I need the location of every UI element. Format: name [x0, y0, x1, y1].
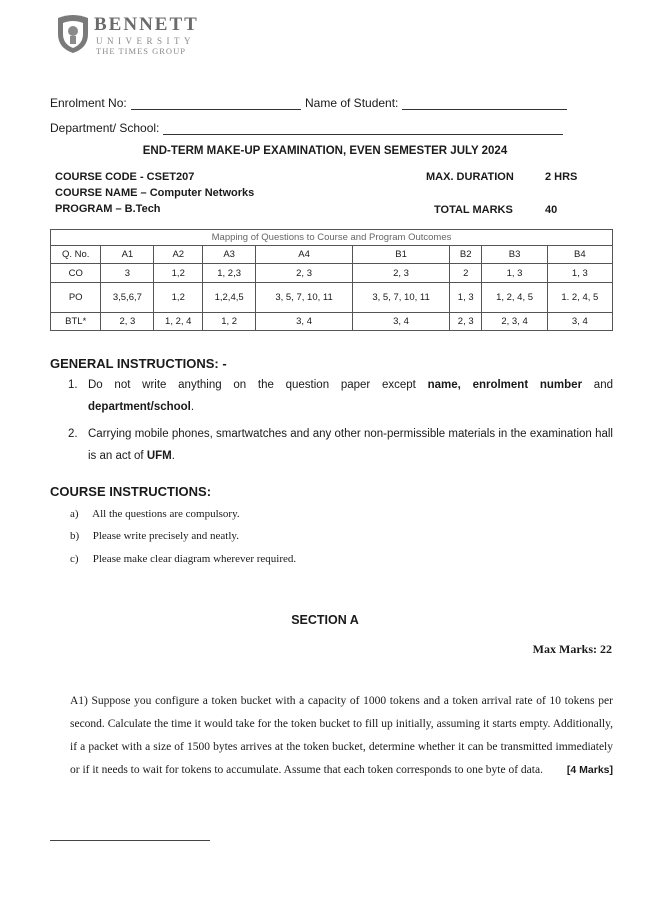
course-instructions-title: COURSE INSTRUCTIONS: — [50, 484, 212, 499]
university-crest-icon — [56, 14, 90, 54]
department-field[interactable] — [50, 121, 563, 135]
general-instruction-1 — [68, 374, 613, 418]
exam-title: END-TERM MAKE-UP EXAMINATION, EVEN SEMESTER JULY 2024 — [142, 145, 508, 157]
table-header-cell: B3 — [482, 246, 547, 264]
instruction-text — [68, 423, 613, 467]
instruction-label: c) — [70, 553, 79, 565]
question-text: A1) Suppose you configure a token bucket with a capacity of 1000 tokens and a token arrival rate of 10 tokens per second. Calculate the time it would take for the token bucket to fill up initially, assuming it starts empty. Additionally, if a packet with a size of 1500 bytes arrives at the token bucket, determine whether it can be transmitted immediately or if it needs to wait for tokens to accumulate. Assume that each token corresponds to one byte of data. — [70, 695, 613, 776]
course-name: COURSE NAME – Computer Networks — [55, 187, 255, 199]
instruction-text-part: Do not write anything on the question paper except — [88, 379, 428, 391]
footnote-divider — [50, 840, 210, 841]
table-cell: 3, 4 — [256, 313, 353, 331]
table-cell: 2, 3 — [256, 264, 353, 283]
table-header-cell: B4 — [547, 246, 612, 264]
instruction-bold-part: department/school — [88, 401, 191, 413]
course-instruction-a — [70, 508, 240, 520]
table-caption: Mapping of Questions to Course and Program Outcomes — [51, 230, 613, 246]
instruction-number: 2. — [68, 428, 78, 440]
table-cell: 1, 2 — [203, 313, 256, 331]
question-a1 — [70, 690, 613, 782]
instruction-number: 1. — [68, 379, 78, 391]
table-cell: 1,2,4,5 — [203, 283, 256, 313]
total-marks-label: TOTAL MARKS — [434, 204, 513, 216]
enrolment-label: Enrolment No: — [50, 96, 127, 110]
general-instruction-2 — [68, 423, 613, 467]
table-cell: CO — [51, 264, 101, 283]
table-cell: 1, 2,3 — [203, 264, 256, 283]
table-cell: 3, 5, 7, 10, 11 — [256, 283, 353, 313]
table-cell: 2 — [450, 264, 482, 283]
course-instruction-b — [70, 530, 239, 542]
table-cell: 2, 3 — [353, 264, 450, 283]
instruction-text: Please make clear diagram wherever required. — [92, 553, 297, 565]
question-marks: [4 Marks] — [566, 764, 613, 776]
table-header-cell: A3 — [203, 246, 256, 264]
table-row-po — [51, 283, 613, 313]
table-cell: 1, 3 — [450, 283, 482, 313]
department-label: Department/ School: — [50, 121, 160, 135]
section-a-max-marks: Max Marks: 22 — [532, 642, 612, 656]
instruction-text: All the questions are compulsory. — [92, 508, 240, 520]
table-cell: PO — [51, 283, 101, 313]
table-header-cell: A1 — [101, 246, 154, 264]
table-header-cell: A2 — [154, 246, 203, 264]
max-duration-label: MAX. DURATION — [426, 171, 514, 183]
table-cell: 1,2 — [154, 264, 203, 283]
table-cell: 1, 2, 4 — [154, 313, 203, 331]
university-logo — [56, 14, 226, 56]
table-caption-row — [51, 230, 613, 246]
table-cell: BTL* — [51, 313, 101, 331]
instruction-label: b) — [70, 530, 80, 542]
program: PROGRAM – B.Tech — [55, 203, 161, 215]
instruction-text-part: . — [190, 401, 195, 413]
instruction-text-part: and — [582, 379, 613, 391]
student-name-field[interactable] — [305, 96, 567, 110]
section-a-title: SECTION A — [291, 613, 359, 627]
instruction-text-part: . — [171, 450, 175, 462]
table-row-co — [51, 264, 613, 283]
table-header-cell: Q. No. — [51, 246, 101, 264]
table-header-cell: A4 — [256, 246, 353, 264]
max-duration-value: 2 HRS — [545, 171, 578, 183]
group-name: THE TIMES GROUP — [96, 46, 186, 56]
table-header-cell: B1 — [353, 246, 450, 264]
table-cell: 1,2 — [154, 283, 203, 313]
table-row-btl — [51, 313, 613, 331]
table-cell: 3,5,6,7 — [101, 283, 154, 313]
course-instruction-c — [70, 553, 296, 565]
table-cell: 3, 4 — [353, 313, 450, 331]
table-header-cell: B2 — [450, 246, 482, 264]
table-cell: 2, 3, 4 — [482, 313, 547, 331]
instruction-bold-part: name, enrolment number — [427, 379, 583, 391]
table-header-row — [51, 246, 613, 264]
university-subtitle: UNIVERSITY — [96, 36, 195, 46]
table-cell: 3, 5, 7, 10, 11 — [353, 283, 450, 313]
general-instructions-title: GENERAL INSTRUCTIONS: - — [50, 356, 227, 371]
instruction-text: Please write precisely and neatly. — [92, 530, 239, 542]
table-cell: 1, 3 — [547, 264, 612, 283]
table-cell: 3 — [101, 264, 154, 283]
enrolment-blank[interactable] — [131, 98, 301, 110]
university-name: BENNETT — [94, 14, 199, 35]
table-cell: 2, 3 — [450, 313, 482, 331]
table-cell: 2, 3 — [101, 313, 154, 331]
instruction-text-part: Carrying mobile phones, smartwatches and any other non-permissible materials in the examination hall is an act of — [88, 428, 613, 462]
student-name-label: Name of Student: — [305, 96, 399, 110]
co-po-mapping-table — [50, 229, 613, 331]
enrolment-field[interactable] — [50, 96, 301, 110]
instruction-bold-part: UFM — [146, 450, 172, 462]
table-cell: 3, 4 — [547, 313, 612, 331]
table-cell: 1, 3 — [482, 264, 547, 283]
instruction-text — [68, 374, 613, 418]
department-blank[interactable] — [163, 123, 563, 135]
table-cell: 1, 2, 4, 5 — [482, 283, 547, 313]
instruction-label: a) — [70, 508, 79, 520]
total-marks-value: 40 — [545, 204, 558, 216]
table-cell: 1. 2, 4, 5 — [547, 283, 612, 313]
course-code: COURSE CODE - CSET207 — [55, 171, 195, 183]
student-name-blank[interactable] — [402, 98, 567, 110]
